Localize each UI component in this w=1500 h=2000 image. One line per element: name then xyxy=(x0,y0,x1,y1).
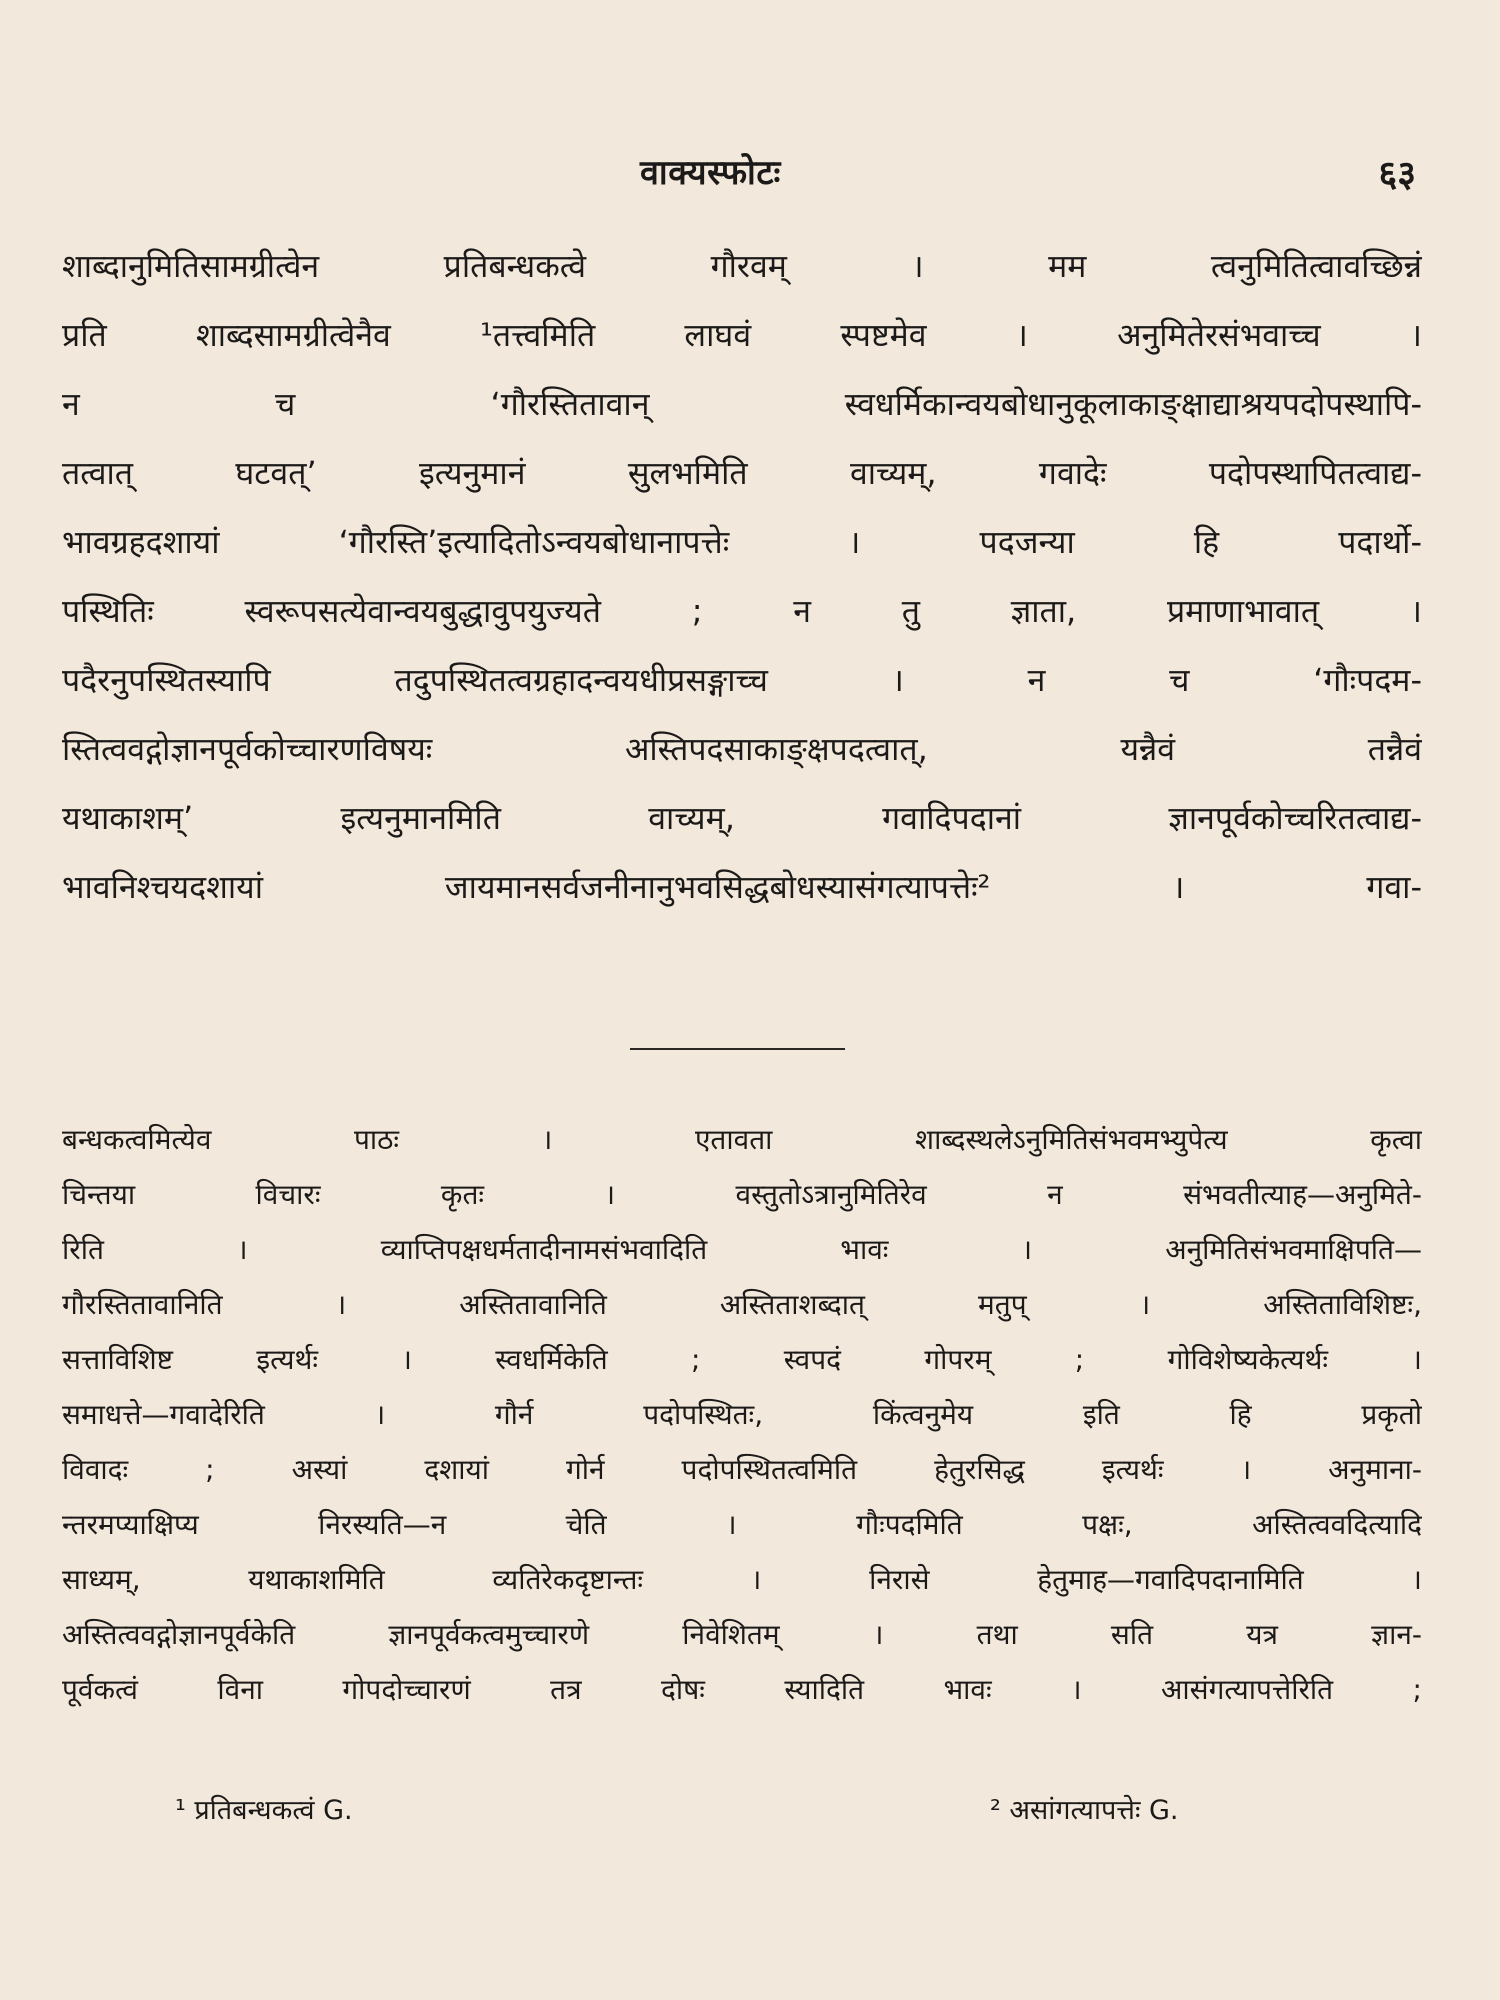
main-text-line: शाब्दानुमितिसामग्रीत्वेन प्रतिबन्धकत्वे गौरवम् । मम त्वनुमितित्वावच्छिन्नं xyxy=(62,247,1422,285)
main-text-line: भावग्रहदशायां ‘गौरस्ति’इत्यादितोऽन्वयबोधानापत्तेः । पदजन्या हि पदार्थो- xyxy=(62,523,1422,561)
commentary-line: पूर्वकत्वं विना गोपदोच्चारणं तत्र दोषः स्यादिति भावः । आसंगत्यापत्तेरिति ; xyxy=(62,1673,1422,1706)
main-text-line: न च ‘गौरस्तितावान् स्वधर्मिकान्वयबोधानुकूलाकाङ्क्षाद्याश्रयपदोपस्थापि- xyxy=(62,385,1422,423)
section-divider xyxy=(630,1048,845,1050)
commentary-block xyxy=(62,1112,1422,1717)
running-head xyxy=(0,148,1500,198)
commentary-line: अस्तित्ववद्गोज्ञानपूर्वकेति ज्ञानपूर्वकत्वमुच्चारणे निवेशितम् । तथा सति यत्र ज्ञान- xyxy=(62,1618,1422,1651)
commentary-line: विवादः ; अस्यां दशायां गोर्न पदोपस्थितत्वमिति हेतुरसिद्ध इत्यर्थः । अनुमाना- xyxy=(62,1453,1422,1486)
main-text-line: भावनिश्चयदशायां जायमानसर्वजनीनानुभवसिद्धबोधस्यासंगत्यापत्तेः² । गवा- xyxy=(62,868,1422,906)
main-text-line: पस्थितिः स्वरूपसत्येवान्वयबुद्धावुपयुज्यते ; न तु ज्ञाता, प्रमाणाभावात् । xyxy=(62,592,1422,630)
footnote-2: ² असांगत्यापत्तेः G. xyxy=(990,1795,1179,1826)
page-number: ६३ xyxy=(1378,154,1416,195)
commentary-line: साध्यम्, यथाकाशमिति व्यतिरेकदृष्टान्तः । निरासे हेतुमाह—गवादिपदानामिति । xyxy=(62,1563,1422,1596)
commentary-line: बन्धकत्वमित्येव पाठः । एतावता शाब्दस्थलेऽनुमितिसंभवमभ्युपेत्य कृत्वा xyxy=(62,1123,1422,1156)
main-text-line: तत्वात् घटवत्’ इत्यनुमानं सुलभमिति वाच्यम्, गवादेः पदोपस्थापितत्वाद्य- xyxy=(62,454,1422,492)
main-text-line: प्रति शाब्दसामग्रीत्वेनैव ¹तत्त्वमिति लाघवं स्पष्टमेव । अनुमितेरसंभवाच्च । xyxy=(62,316,1422,354)
commentary-line: गौरस्तितावानिति । अस्तितावानिति अस्तिताशब्दात् मतुप् । अस्तिताविशिष्टः, xyxy=(62,1288,1422,1321)
commentary-line: सत्ताविशिष्ट इत्यर्थः । स्वधर्मिकेति ; स्वपदं गोपरम् ; गोविशेष्यकेत्यर्थः । xyxy=(62,1343,1422,1376)
running-title: वाक्यस्फोटः xyxy=(640,153,781,193)
main-text-block xyxy=(62,232,1422,922)
footnote-1: ¹ प्रतिबन्धकत्वं G. xyxy=(175,1795,353,1826)
main-text-line: पदैरनुपस्थितस्यापि तदुपस्थितत्वग्रहादन्वयधीप्रसङ्गाच्च । न च ‘गौःपदम- xyxy=(62,661,1422,699)
main-text-line: स्तित्ववद्गोज्ञानपूर्वकोच्चारणविषयः अस्तिपदसाकाङ्क्षपदत्वात्, यन्नैवं तन्नैवं xyxy=(62,730,1422,768)
footnotes xyxy=(0,1790,1500,1830)
main-text-line: यथाकाशम्’ इत्यनुमानमिति वाच्यम्, गवादिपदानां ज्ञानपूर्वकोच्चरितत्वाद्य- xyxy=(62,799,1422,837)
commentary-line: समाधत्ते—गवादेरिति । गौर्न पदोपस्थितः, किंत्वनुमेय इति हि प्रकृतो xyxy=(62,1398,1422,1431)
commentary-line: चिन्तया विचारः कृतः । वस्तुतोऽत्रानुमितिरेव न संभवतीत्याह—अनुमिते- xyxy=(62,1178,1422,1211)
commentary-line: न्तरमप्याक्षिप्य निरस्यति—न चेति । गौःपदमिति पक्षः, अस्तित्ववदित्यादि xyxy=(62,1508,1422,1541)
commentary-line: रिति । व्याप्तिपक्षधर्मतादीनामसंभवादिति भावः । अनुमितिसंभवमाक्षिपति— xyxy=(62,1233,1422,1266)
